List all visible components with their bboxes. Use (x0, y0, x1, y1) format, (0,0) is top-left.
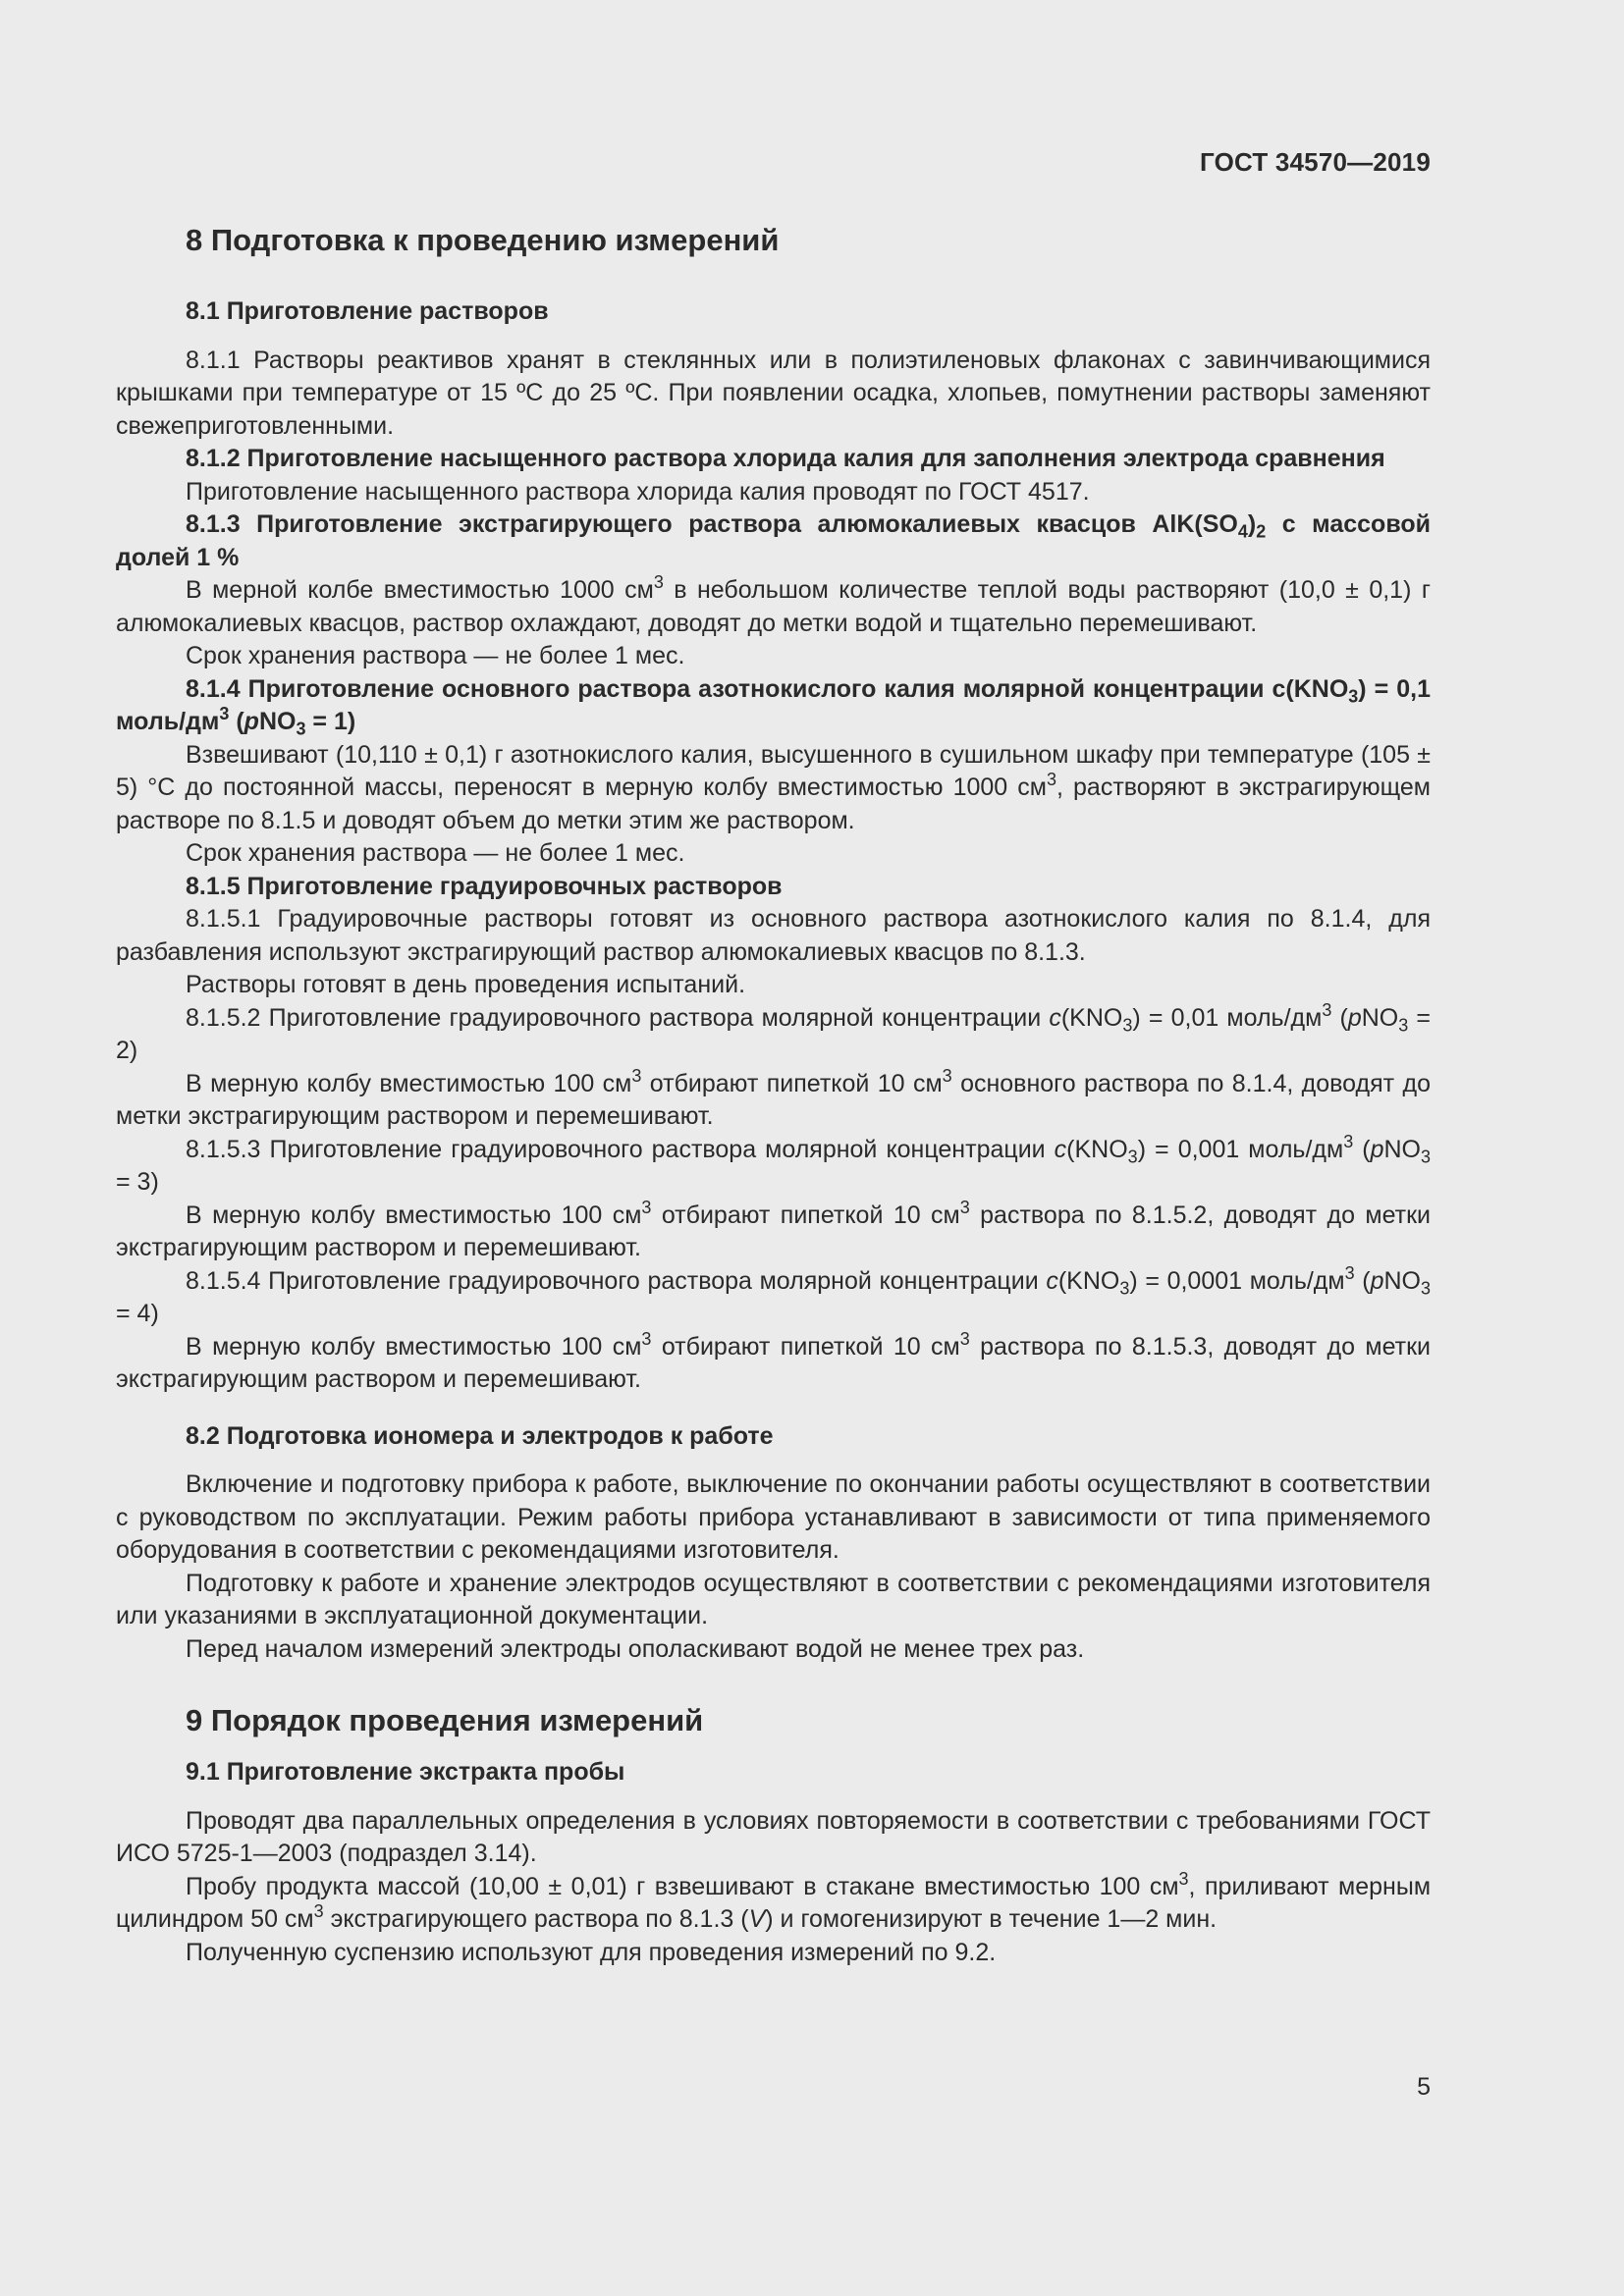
paragraph-8-1-3-a: В мерной колбе вместимостью 1000 $см^3$ в небольшом количестве теплой воды растворяют (10,0 ± 0,1) г алюмокалиевых квасцов, раствор охлаждают, доводят до метки водой и тщательно перемешивают. (116, 572, 1431, 637)
paragraph-8-2-2: Подготовку к работе и хранение электродов осуществляют в соответствии с рекомендациями изготовителя или указаниями в эксплуатационной документации. (116, 1569, 1431, 1629)
paragraph-8-1-2: Приготовление насыщенного раствора хлорида калия проводят по ГОСТ 4517. (186, 477, 1090, 506)
heading-8-1-5-4: 8.1.5.4 Приготовление градуировочного раствора молярной концентрации $c(KNO_3) = 0,0001$ моль/$дм^3$ (pNO$_3$ = 4) (116, 1262, 1431, 1327)
paragraph-8-1-3-b: Срок хранения раствора — не более 1 мес. (186, 642, 685, 669)
section-8-title: 8 Подготовка к проведению измерений (186, 223, 780, 257)
heading-8-1-2: 8.1.2 Приготовление насыщенного раствора хлорида калия для заполнения электрода сравнения (186, 445, 1385, 472)
paragraph-8-1-4-a: Взвешивают (10,110 ± 0,1) г азотнокислого калия, высушенного в сушильном шкафу при температуре (105 ± 5) °С до постоянной массы, переносят в мерную колбу вместимостью 1000 $см^3$, растворяют в экстрагирующем растворе по 8.1.5 и доводят объем до метки этим же раствором. (116, 740, 1431, 834)
paragraph-8-1-5-1: 8.1.5.1 Градуировочные растворы готовят из основного раствора азотнокислого калия по 8.1.4, для разбавления используют экстрагирующий раствор алюмокалиевых квасцов по 8.1.3. (116, 905, 1431, 966)
heading-8-1-5-3: 8.1.5.3 Приготовление градуировочного раствора молярной концентрации $c(KNO_3) = 0,001$ моль/$дм^3$ (pNO$_3$ = 3) (116, 1131, 1431, 1196)
paragraph-8-1-5-1-b: Растворы готовят в день проведения испытаний. (186, 971, 746, 998)
section-8-2-title: 8.2 Подготовка иономера и электродов к работе (186, 1421, 774, 1450)
paragraph-9-1-1: Проводят два параллельных определения в условиях повторяемости в соответствии с требованиями ГОСТ ИСО 5725-1—2003 (подраздел 3.14). (116, 1806, 1431, 1867)
paragraph-9-1-3: Полученную суспензию используют для проведения измерений по 9.2. (186, 1938, 997, 1966)
paragraph-8-1-5-2: В мерную колбу вместимостью 100 $см^3$ отбирают пипеткой 10 $см^3$ основного раствора по 8.1.4, доводят до метки экстрагирующим раствором и перемешивают. (116, 1065, 1431, 1130)
heading-8-1-5-2: 8.1.5.2 Приготовление градуировочного раствора молярной концентрации $c(KNO_3) = 0,01$ моль/$дм^3$ (pNO$_3$ = 2) (116, 999, 1431, 1064)
section-8-1-title: 8.1 Приготовление растворов (186, 297, 549, 325)
paragraph-8-1-5-4: В мерную колбу вместимостью 100 $см^3$ отбирают пипеткой 10 $см^3$ раствора по 8.1.5.3, доводят до метки экстрагирующим раствором и перемешивают. (116, 1328, 1432, 1393)
paragraph-8-1-4-b: Срок хранения раствора — не более 1 мес. (186, 839, 685, 867)
section-9-title: 9 Порядок проведения измерений (186, 1703, 704, 1737)
paragraph-9-1-2: Пробу продукта массой (10,00 ± 0,01) г взвешивают в стакане вместимостью 100 $см^3$, приливают мерным цилиндром 50 $см^3$ экстрагирующего раствора по 8.1.3 (V) и гомогенизируют в течение 1—2 мин. (116, 1868, 1432, 1933)
heading-8-1-5: 8.1.5 Приготовление градуировочных растворов (186, 872, 783, 900)
page-content (116, 221, 1431, 1969)
standard-code: ГОСТ 34570—2019 (1200, 147, 1431, 177)
paragraph-8-1-1: 8.1.1 Растворы реактивов хранят в стеклянных или в полиэтиленовых флаконах с завинчивающимися крышками при температуре от 15 ºС до 25 ºС. При появлении осадка, хлопьев, помутнении растворы заменяют свежеприготовленными. (116, 346, 1431, 440)
section-9-1-title: 9.1 Приготовление экстракта пробы (186, 1758, 625, 1786)
heading-8-1-4: 8.1.4 Приготовление основного раствора азотнокислого калия молярной концентрации $c(KNO_3) = 0,1$ моль/$дм^3$ (pNO$_3$ = 1) (116, 674, 1431, 739)
paragraph-8-1-5-3: В мерную колбу вместимостью 100 $см^3$ отбирают пипеткой 10 $см^3$ раствора по 8.1.5.2, доводят до метки экстрагирующим раствором и перемешивают. (116, 1197, 1432, 1261)
paragraph-8-2-3: Перед началом измерений электроды ополаскивают водой не менее трех раз. (186, 1634, 1085, 1663)
paragraph-8-2-1: Включение и подготовку прибора к работе, выключение по окончании работы осуществляют в соответствии с руководством по эксплуатации. Режим работы прибора устанавливают в зависимости от типа применяемого оборудования в соответствии с рекомендациями изготовителя. (116, 1470, 1431, 1564)
page-number: 5 (1417, 2073, 1431, 2101)
heading-8-1-3: 8.1.3 Приготовление экстрагирующего раствора алюмокалиевых квасцов $AlK(SO_4)_2$ с массовой долей 1 % (116, 510, 1432, 571)
